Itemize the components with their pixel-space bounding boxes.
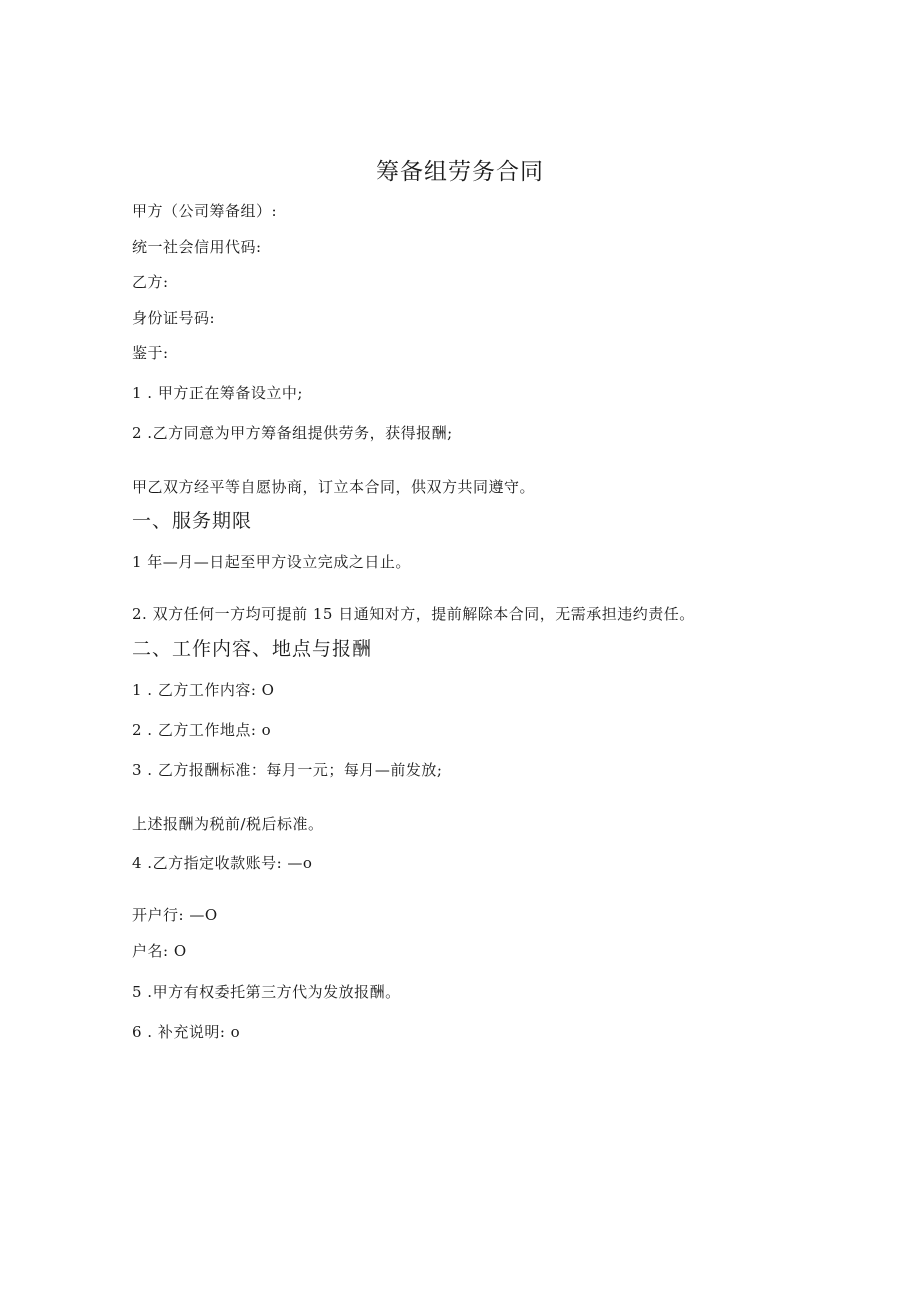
credit-code-line: 统一社会信用代码: (132, 238, 262, 256)
document-title: 筹备组劳务合同 (376, 159, 544, 185)
whereas-line: 鉴于: (132, 344, 169, 362)
party-b-line: 乙方: (132, 273, 169, 291)
agreement-line: 甲乙双方经平等自愿协商，订立本合同，供双方共同遵守。 (132, 478, 536, 496)
section-2-heading: 二、工作内容、地点与报酬 (132, 638, 373, 660)
section-1-item-2: 2. 双方任何一方均可提前 15 日通知对方，提前解除本合同，无需承担违约责任。 (132, 605, 695, 623)
section-2-item-6: 6 . 补充说明: o (132, 1023, 241, 1041)
id-number-line: 身份证号码: (132, 309, 216, 327)
section-2-item-1: 1 . 乙方工作内容: O (132, 681, 275, 699)
section-1-heading: 一、服务期限 (132, 510, 253, 532)
party-a-line: 甲方（公司筹备组）: (132, 202, 278, 220)
section-2-item-4: 4 .乙方指定收款账号: —o (132, 854, 313, 872)
section-2-item-5: 5 .甲方有权委托第三方代为发放报酬。 (132, 983, 401, 1001)
whereas-item-2: 2 .乙方同意为甲方筹备组提供劳务，获得报酬; (132, 424, 453, 442)
account-name-line: 户名: O (132, 942, 187, 960)
bank-line: 开户行: —O (132, 906, 218, 924)
section-2-item-2: 2 . 乙方工作地点: o (132, 721, 272, 739)
section-2-item-3: 3 . 乙方报酬标准：每月一元；每月—前发放; (132, 761, 443, 779)
tax-note-line: 上述报酬为税前/税后标准。 (132, 815, 324, 833)
section-1-item-1: 1 年—月—日起至甲方设立完成之日止。 (132, 553, 411, 571)
whereas-item-1: 1 . 甲方正在筹备设立中; (132, 384, 303, 402)
